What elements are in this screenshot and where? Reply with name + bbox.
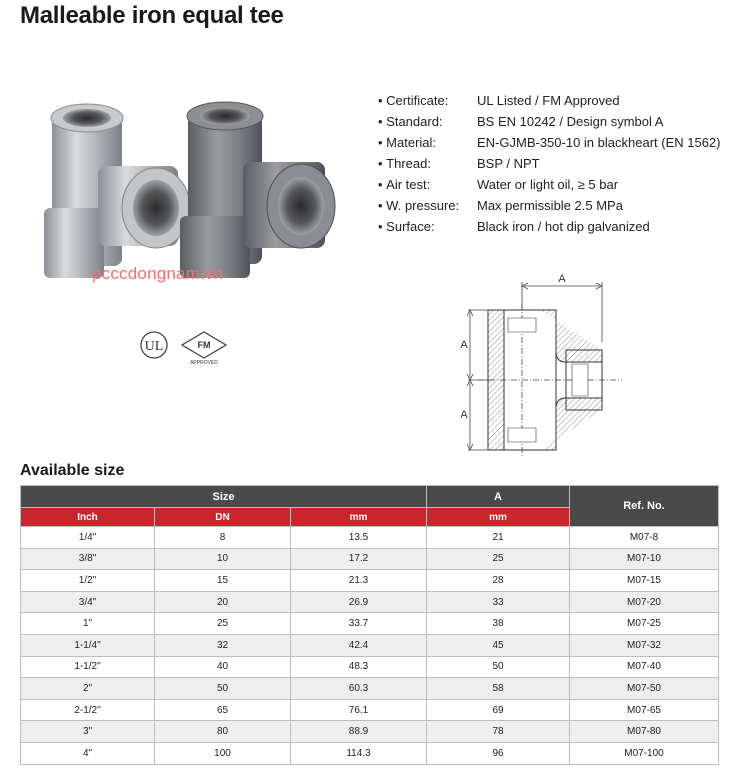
cell-a: 28 <box>427 570 570 592</box>
ul-logo-text: UL <box>144 339 164 354</box>
cell-ref: M07-50 <box>570 678 719 700</box>
spec-value: BSP / NPT <box>477 156 540 171</box>
technical-drawing <box>452 272 632 462</box>
col-dn-header: DN <box>155 508 291 527</box>
watermark: pcccdongnam.vn <box>92 264 224 283</box>
size-group-header: Size <box>21 486 427 508</box>
dimension-label-top: A <box>558 273 566 285</box>
spec-row <box>378 132 721 153</box>
table-row <box>21 527 719 549</box>
table-row <box>21 634 719 656</box>
spec-value: Max permissible 2.5 MPa <box>477 198 623 213</box>
cell-mm: 76.1 <box>291 699 427 721</box>
cell-dn: 100 <box>155 742 291 764</box>
table-row <box>21 613 719 635</box>
table-row <box>21 570 719 592</box>
spec-label: • Air test: <box>378 174 477 195</box>
cell-ref: M07-15 <box>570 570 719 592</box>
table-row <box>21 548 719 570</box>
cell-dn: 25 <box>155 613 291 635</box>
cell-dn: 80 <box>155 721 291 743</box>
spec-value: EN-GJMB-350-10 in blackheart (EN 1562) <box>477 135 721 150</box>
spec-label: • Standard: <box>378 111 477 132</box>
cell-ref: M07-25 <box>570 613 719 635</box>
cell-ref: M07-100 <box>570 742 719 764</box>
cell-ref: M07-20 <box>570 591 719 613</box>
cell-mm: 114.3 <box>291 742 427 764</box>
cell-inch: 2-1/2" <box>21 699 155 721</box>
cell-inch: 4" <box>21 742 155 764</box>
cell-inch: 1-1/4" <box>21 634 155 656</box>
spec-list <box>378 90 721 237</box>
spec-row <box>378 216 721 237</box>
table-row <box>21 678 719 700</box>
size-table <box>20 485 719 765</box>
cell-a: 38 <box>427 613 570 635</box>
cell-mm: 33.7 <box>291 613 427 635</box>
table-row <box>21 591 719 613</box>
table-row <box>21 721 719 743</box>
cell-mm: 21.3 <box>291 570 427 592</box>
cell-dn: 50 <box>155 678 291 700</box>
spec-row <box>378 153 721 174</box>
cell-ref: M07-80 <box>570 721 719 743</box>
cell-dn: 8 <box>155 527 291 549</box>
cell-dn: 20 <box>155 591 291 613</box>
cell-inch: 1" <box>21 613 155 635</box>
cell-dn: 10 <box>155 548 291 570</box>
dimension-label-lower: A <box>460 409 468 421</box>
cell-a: 78 <box>427 721 570 743</box>
cell-inch: 3" <box>21 721 155 743</box>
cell-dn: 40 <box>155 656 291 678</box>
spec-value: Water or light oil, ≥ 5 bar <box>477 177 619 192</box>
cell-dn: 15 <box>155 570 291 592</box>
cell-inch: 1-1/2" <box>21 656 155 678</box>
cell-inch: 3/4" <box>21 591 155 613</box>
cell-mm: 88.9 <box>291 721 427 743</box>
cell-mm: 48.3 <box>291 656 427 678</box>
cell-ref: M07-8 <box>570 527 719 549</box>
table-row <box>21 742 719 764</box>
cell-inch: 1/4" <box>21 527 155 549</box>
spec-value: UL Listed / FM Approved <box>477 93 620 108</box>
certification-logos <box>138 326 238 366</box>
spec-row <box>378 111 721 132</box>
spec-value: BS EN 10242 / Design symbol A <box>477 114 664 129</box>
spec-row <box>378 195 721 216</box>
galvanized-tee-image <box>44 104 190 278</box>
spec-row <box>378 174 721 195</box>
cell-a: 50 <box>427 656 570 678</box>
cell-mm: 42.4 <box>291 634 427 656</box>
cell-a: 45 <box>427 634 570 656</box>
cell-mm: 13.5 <box>291 527 427 549</box>
spec-label: • Thread: <box>378 153 477 174</box>
spec-label: • Material: <box>378 132 477 153</box>
black-iron-tee-image <box>180 102 335 278</box>
spec-label: • Certificate: <box>378 90 477 111</box>
cell-inch: 3/8" <box>21 548 155 570</box>
a-group-header: A <box>427 486 570 508</box>
cell-a: 58 <box>427 678 570 700</box>
available-size-heading: Available size <box>20 462 125 479</box>
cell-ref: M07-40 <box>570 656 719 678</box>
table-row <box>21 656 719 678</box>
cell-dn: 65 <box>155 699 291 721</box>
cell-a: 33 <box>427 591 570 613</box>
cell-a: 96 <box>427 742 570 764</box>
ul-logo <box>141 332 167 358</box>
cell-ref: M07-65 <box>570 699 719 721</box>
ref-no-header: Ref. No. <box>570 486 719 527</box>
spec-row <box>378 90 721 111</box>
spec-value: Black iron / hot dip galvanized <box>477 219 650 234</box>
page-title: Malleable iron equal tee <box>20 2 284 29</box>
cell-dn: 32 <box>155 634 291 656</box>
fm-approved-logo <box>182 332 226 366</box>
cell-mm: 26.9 <box>291 591 427 613</box>
col-mm-header: mm <box>291 508 427 527</box>
spec-label: • Surface: <box>378 216 477 237</box>
cell-ref: M07-10 <box>570 548 719 570</box>
dimension-label-upper: A <box>460 339 468 351</box>
cell-inch: 1/2" <box>21 570 155 592</box>
col-a-mm-header: mm <box>427 508 570 527</box>
fm-logo-text: FM <box>197 340 211 350</box>
cell-mm: 17.2 <box>291 548 427 570</box>
fm-logo-subtext: APPROVED <box>190 360 218 366</box>
cell-a: 69 <box>427 699 570 721</box>
col-inch-header: Inch <box>21 508 155 527</box>
cell-a: 21 <box>427 527 570 549</box>
cell-mm: 60.3 <box>291 678 427 700</box>
cell-a: 25 <box>427 548 570 570</box>
cell-inch: 2" <box>21 678 155 700</box>
table-row <box>21 699 719 721</box>
cell-ref: M07-32 <box>570 634 719 656</box>
spec-label: • W. pressure: <box>378 195 477 216</box>
